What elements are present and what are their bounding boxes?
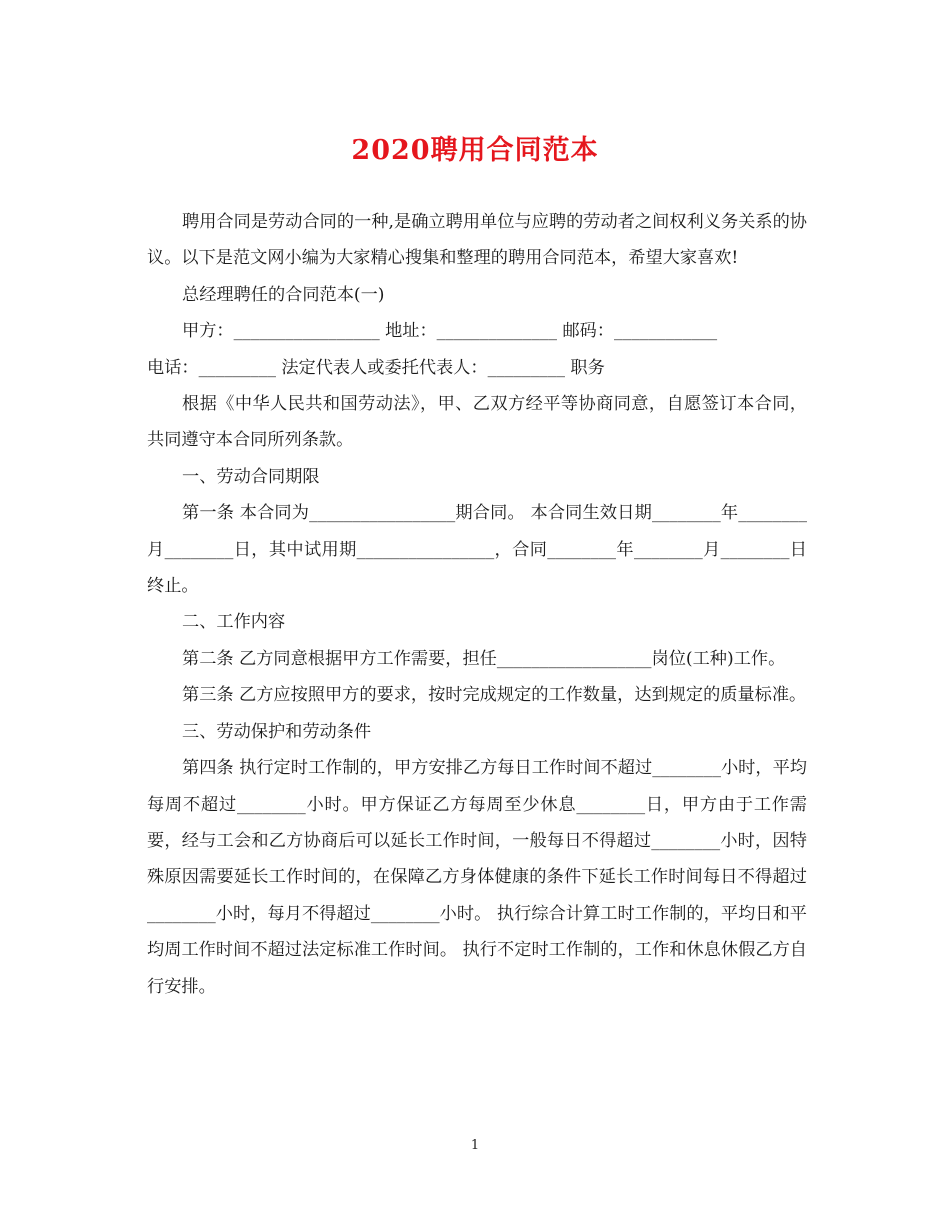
page-number: 1 xyxy=(470,1138,480,1153)
section-heading-term: 一、劳动合同期限 xyxy=(182,466,320,487)
document-body xyxy=(147,204,807,1005)
article-4: 第四条 执行定时工作制的，甲方安排乙方每日工作时间不超过________小时，平均每周不超过________小时。甲方保证乙方每周至少休息________日，甲方由于工作需要，经与工会和乙方协商后可以延长工作时间，一般每日不得超过________小时，因特殊原因需要延长工作时间的，在保障乙方身体健康的条件下延长工作时间每日不得超过________小时，每月不得超过________小时。 执行综合计算工时工作制的，平均日和平均周工作时间不超过法定标准工作时间。 执行不定时工作制的，工作和休息休假乙方自行安排。 xyxy=(147,758,807,997)
article-1: 第一条 本合同为_________________期合同。 本合同生效日期________年________月________日，其中试用期________________，合同________年________月________日终止。 xyxy=(147,503,807,597)
document-title: 2020聘用合同范本 xyxy=(351,135,599,166)
article-3: 第三条 乙方应按照甲方的要求，按时完成规定的工作数量，达到规定的质量标准。 xyxy=(182,685,807,706)
contract-heading: 总经理聘任的合同范本(一) xyxy=(182,284,385,305)
phone-line: 电话：_________ 法定代表人或委托代表人：_________ 职务 xyxy=(147,357,605,378)
basis-paragraph: 根据《中华人民共和国劳动法》，甲、乙双方经平等协商同意，自愿签订本合同，共同遵守本合同所列条款。 xyxy=(147,394,807,451)
intro-paragraph: 聘用合同是劳动合同的一种,是确立聘用单位与应聘的劳动者之间权利义务关系的协议。以下是范文网小编为大家精心搜集和整理的聘用合同范本，希望大家喜欢! xyxy=(147,212,807,269)
party-a-line: 甲方：_________________ 地址：______________ 邮码：____________ xyxy=(182,321,718,342)
section-heading-protection: 三、劳动保护和劳动条件 xyxy=(182,721,372,742)
article-2: 第二条 乙方同意根据甲方工作需要，担任__________________岗位(工种)工作。 xyxy=(182,648,786,669)
section-heading-work: 二、工作内容 xyxy=(182,612,286,633)
